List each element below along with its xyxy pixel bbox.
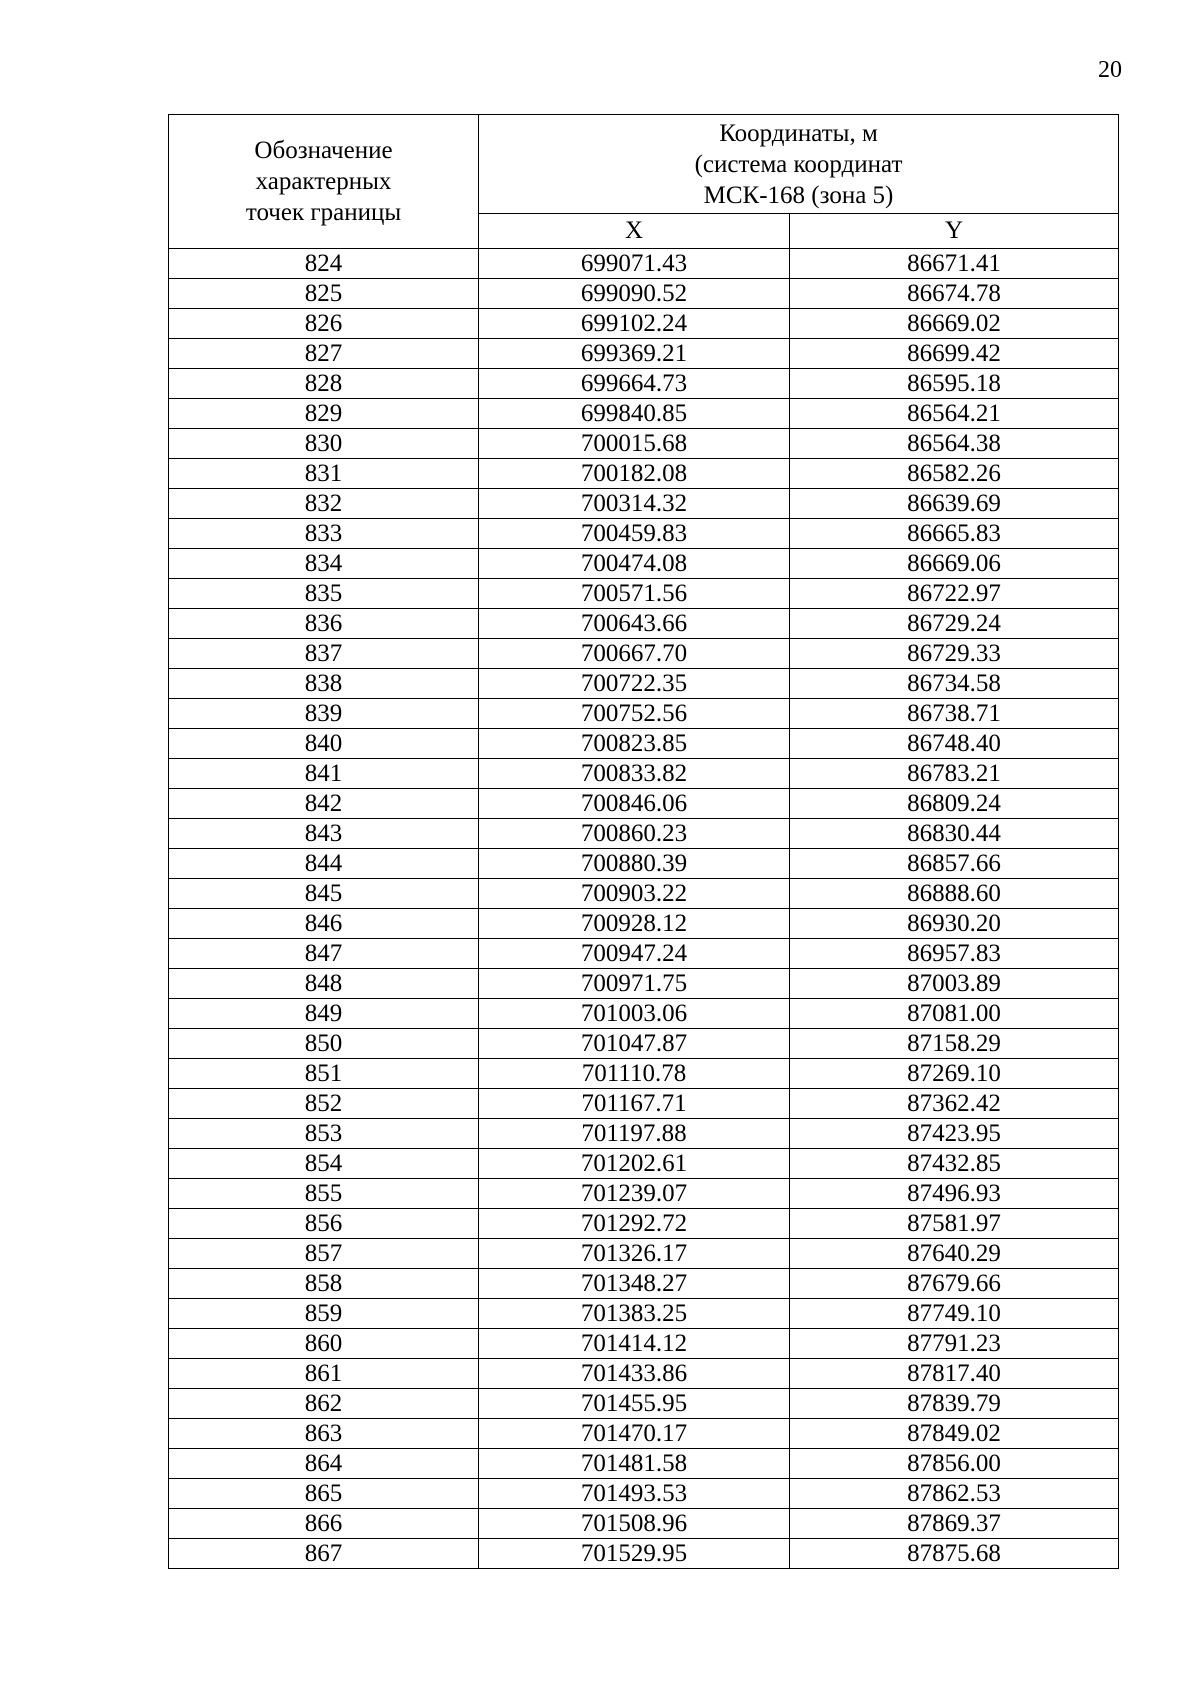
table-row <box>169 1149 1119 1179</box>
x-cell: 701167.71 <box>479 1089 790 1119</box>
point-cell: 858 <box>169 1269 479 1299</box>
x-cell: 701470.17 <box>479 1419 790 1449</box>
x-cell: 700015.68 <box>479 429 790 459</box>
header-point-designation <box>169 115 479 249</box>
x-cell: 700823.85 <box>479 729 790 759</box>
x-cell: 701292.72 <box>479 1209 790 1239</box>
y-cell: 87875.68 <box>790 1539 1119 1569</box>
header-coords-line-2: (система координат <box>694 150 903 178</box>
y-cell: 86665.83 <box>790 519 1119 549</box>
y-cell: 87081.00 <box>790 999 1119 1029</box>
point-cell: 852 <box>169 1089 479 1119</box>
point-cell: 836 <box>169 609 479 639</box>
x-cell: 699090.52 <box>479 279 790 309</box>
table-row <box>169 309 1119 339</box>
table-row <box>169 669 1119 699</box>
point-cell: 840 <box>169 729 479 759</box>
point-cell: 832 <box>169 489 479 519</box>
y-cell: 86930.20 <box>790 909 1119 939</box>
y-cell: 86669.02 <box>790 309 1119 339</box>
point-cell: 825 <box>169 279 479 309</box>
x-cell: 699664.73 <box>479 369 790 399</box>
table-row <box>169 939 1119 969</box>
table-row <box>169 249 1119 279</box>
table-row <box>169 1029 1119 1059</box>
table-row <box>169 849 1119 879</box>
point-cell: 847 <box>169 939 479 969</box>
y-cell: 86783.21 <box>790 759 1119 789</box>
y-cell: 86595.18 <box>790 369 1119 399</box>
y-cell: 86734.58 <box>790 669 1119 699</box>
point-cell: 843 <box>169 819 479 849</box>
page-number: 20 <box>1098 57 1122 83</box>
point-cell: 830 <box>169 429 479 459</box>
table-row <box>169 1359 1119 1389</box>
point-cell: 864 <box>169 1449 479 1479</box>
table-header <box>169 115 1119 249</box>
table-row <box>169 1389 1119 1419</box>
y-cell: 87640.29 <box>790 1239 1119 1269</box>
x-cell: 699840.85 <box>479 399 790 429</box>
table-row <box>169 1329 1119 1359</box>
x-cell: 700474.08 <box>479 549 790 579</box>
table-row <box>169 999 1119 1029</box>
y-cell: 86888.60 <box>790 879 1119 909</box>
point-cell: 867 <box>169 1539 479 1569</box>
point-cell: 862 <box>169 1389 479 1419</box>
x-cell: 700903.22 <box>479 879 790 909</box>
table-row <box>169 609 1119 639</box>
table-row <box>169 1209 1119 1239</box>
point-cell: 854 <box>169 1149 479 1179</box>
table-row <box>169 339 1119 369</box>
y-cell: 86809.24 <box>790 789 1119 819</box>
x-cell: 700947.24 <box>479 939 790 969</box>
x-cell: 700667.70 <box>479 639 790 669</box>
point-cell: 826 <box>169 309 479 339</box>
point-cell: 838 <box>169 669 479 699</box>
y-cell: 86671.41 <box>790 249 1119 279</box>
point-cell: 837 <box>169 639 479 669</box>
x-cell: 701481.58 <box>479 1449 790 1479</box>
table-row <box>169 519 1119 549</box>
table-row <box>169 279 1119 309</box>
table-row <box>169 369 1119 399</box>
x-cell: 700928.12 <box>479 909 790 939</box>
x-cell: 700571.56 <box>479 579 790 609</box>
table-row <box>169 1119 1119 1149</box>
y-cell: 86748.40 <box>790 729 1119 759</box>
point-cell: 856 <box>169 1209 479 1239</box>
y-cell: 87496.93 <box>790 1179 1119 1209</box>
x-cell: 700880.39 <box>479 849 790 879</box>
x-cell: 701239.07 <box>479 1179 790 1209</box>
x-cell: 699369.21 <box>479 339 790 369</box>
point-cell: 849 <box>169 999 479 1029</box>
y-cell: 87856.00 <box>790 1449 1119 1479</box>
y-cell: 87003.89 <box>790 969 1119 999</box>
point-cell: 859 <box>169 1299 479 1329</box>
table-row <box>169 549 1119 579</box>
point-cell: 824 <box>169 249 479 279</box>
y-cell: 87849.02 <box>790 1419 1119 1449</box>
y-cell: 86699.42 <box>790 339 1119 369</box>
point-cell: 861 <box>169 1359 479 1389</box>
point-cell: 842 <box>169 789 479 819</box>
point-cell: 833 <box>169 519 479 549</box>
point-cell: 855 <box>169 1179 479 1209</box>
x-cell: 701508.96 <box>479 1509 790 1539</box>
point-cell: 841 <box>169 759 479 789</box>
point-cell: 827 <box>169 339 479 369</box>
point-cell: 865 <box>169 1479 479 1509</box>
table-row <box>169 459 1119 489</box>
table-row <box>169 639 1119 669</box>
x-cell: 700314.32 <box>479 489 790 519</box>
x-cell: 700643.66 <box>479 609 790 639</box>
x-cell: 700182.08 <box>479 459 790 489</box>
x-cell: 700833.82 <box>479 759 790 789</box>
table-row <box>169 909 1119 939</box>
table-body <box>169 249 1119 1569</box>
point-cell: 851 <box>169 1059 479 1089</box>
y-cell: 87423.95 <box>790 1119 1119 1149</box>
x-cell: 700752.56 <box>479 699 790 729</box>
table-row <box>169 1509 1119 1539</box>
y-cell: 86582.26 <box>790 459 1119 489</box>
x-cell: 701348.27 <box>479 1269 790 1299</box>
y-cell: 86830.44 <box>790 819 1119 849</box>
point-cell: 844 <box>169 849 479 879</box>
x-cell: 701433.86 <box>479 1359 790 1389</box>
point-cell: 850 <box>169 1029 479 1059</box>
y-cell: 87869.37 <box>790 1509 1119 1539</box>
table-row <box>169 819 1119 849</box>
y-cell: 86564.21 <box>790 399 1119 429</box>
point-cell: 853 <box>169 1119 479 1149</box>
x-cell: 699071.43 <box>479 249 790 279</box>
x-cell: 701197.88 <box>479 1119 790 1149</box>
coordinates-table <box>168 114 1119 1569</box>
point-cell: 846 <box>169 909 479 939</box>
y-cell: 87791.23 <box>790 1329 1119 1359</box>
header-point-line-3: точек границы <box>245 199 402 226</box>
y-cell: 87679.66 <box>790 1269 1119 1299</box>
x-cell: 700459.83 <box>479 519 790 549</box>
table-row <box>169 1419 1119 1449</box>
y-cell: 86738.71 <box>790 699 1119 729</box>
y-cell: 86674.78 <box>790 279 1119 309</box>
table-row <box>169 729 1119 759</box>
header-coordinates <box>479 115 1119 214</box>
x-cell: 700971.75 <box>479 969 790 999</box>
table-row <box>169 1479 1119 1509</box>
point-cell: 831 <box>169 459 479 489</box>
x-cell: 701529.95 <box>479 1539 790 1569</box>
header-x: X <box>479 214 790 249</box>
table-row <box>169 879 1119 909</box>
y-cell: 86564.38 <box>790 429 1119 459</box>
y-cell: 86957.83 <box>790 939 1119 969</box>
table-row <box>169 969 1119 999</box>
table-row <box>169 429 1119 459</box>
header-coords-line-3: МСК-168 (зона 5) <box>703 181 894 209</box>
x-cell: 701003.06 <box>479 999 790 1029</box>
x-cell: 700860.23 <box>479 819 790 849</box>
y-cell: 87839.79 <box>790 1389 1119 1419</box>
point-cell: 860 <box>169 1329 479 1359</box>
header-y: Y <box>790 214 1119 249</box>
x-cell: 701414.12 <box>479 1329 790 1359</box>
y-cell: 87862.53 <box>790 1479 1119 1509</box>
point-cell: 866 <box>169 1509 479 1539</box>
header-point-line-1: Обозначение <box>254 137 393 164</box>
y-cell: 87158.29 <box>790 1029 1119 1059</box>
table-row <box>169 1299 1119 1329</box>
table-row <box>169 1539 1119 1569</box>
x-cell: 700846.06 <box>479 789 790 819</box>
table-row <box>169 1179 1119 1209</box>
table-row <box>169 789 1119 819</box>
y-cell: 86729.24 <box>790 609 1119 639</box>
x-cell: 700722.35 <box>479 669 790 699</box>
x-cell: 701455.95 <box>479 1389 790 1419</box>
x-cell: 701383.25 <box>479 1299 790 1329</box>
point-cell: 857 <box>169 1239 479 1269</box>
y-cell: 86639.69 <box>790 489 1119 519</box>
y-cell: 87269.10 <box>790 1059 1119 1089</box>
point-cell: 828 <box>169 369 479 399</box>
point-cell: 863 <box>169 1419 479 1449</box>
point-cell: 848 <box>169 969 479 999</box>
y-cell: 86722.97 <box>790 579 1119 609</box>
y-cell: 86669.06 <box>790 549 1119 579</box>
table-row <box>169 759 1119 789</box>
table-row <box>169 699 1119 729</box>
x-cell: 701493.53 <box>479 1479 790 1509</box>
y-cell: 87749.10 <box>790 1299 1119 1329</box>
point-cell: 834 <box>169 549 479 579</box>
table-row <box>169 1089 1119 1119</box>
table-row <box>169 1269 1119 1299</box>
header-coords-line-1: Координаты, м <box>719 119 878 147</box>
point-cell: 845 <box>169 879 479 909</box>
point-cell: 829 <box>169 399 479 429</box>
x-cell: 701326.17 <box>479 1239 790 1269</box>
x-cell: 699102.24 <box>479 309 790 339</box>
y-cell: 87581.97 <box>790 1209 1119 1239</box>
table-row <box>169 489 1119 519</box>
table-row <box>169 399 1119 429</box>
table-row <box>169 1059 1119 1089</box>
x-cell: 701202.61 <box>479 1149 790 1179</box>
x-cell: 701047.87 <box>479 1029 790 1059</box>
y-cell: 87432.85 <box>790 1149 1119 1179</box>
y-cell: 86729.33 <box>790 639 1119 669</box>
y-cell: 87362.42 <box>790 1089 1119 1119</box>
table-row <box>169 579 1119 609</box>
x-cell: 701110.78 <box>479 1059 790 1089</box>
table-row <box>169 1449 1119 1479</box>
point-cell: 839 <box>169 699 479 729</box>
table-row <box>169 1239 1119 1269</box>
y-cell: 87817.40 <box>790 1359 1119 1389</box>
header-point-line-2: характерных <box>255 168 392 195</box>
point-cell: 835 <box>169 579 479 609</box>
y-cell: 86857.66 <box>790 849 1119 879</box>
